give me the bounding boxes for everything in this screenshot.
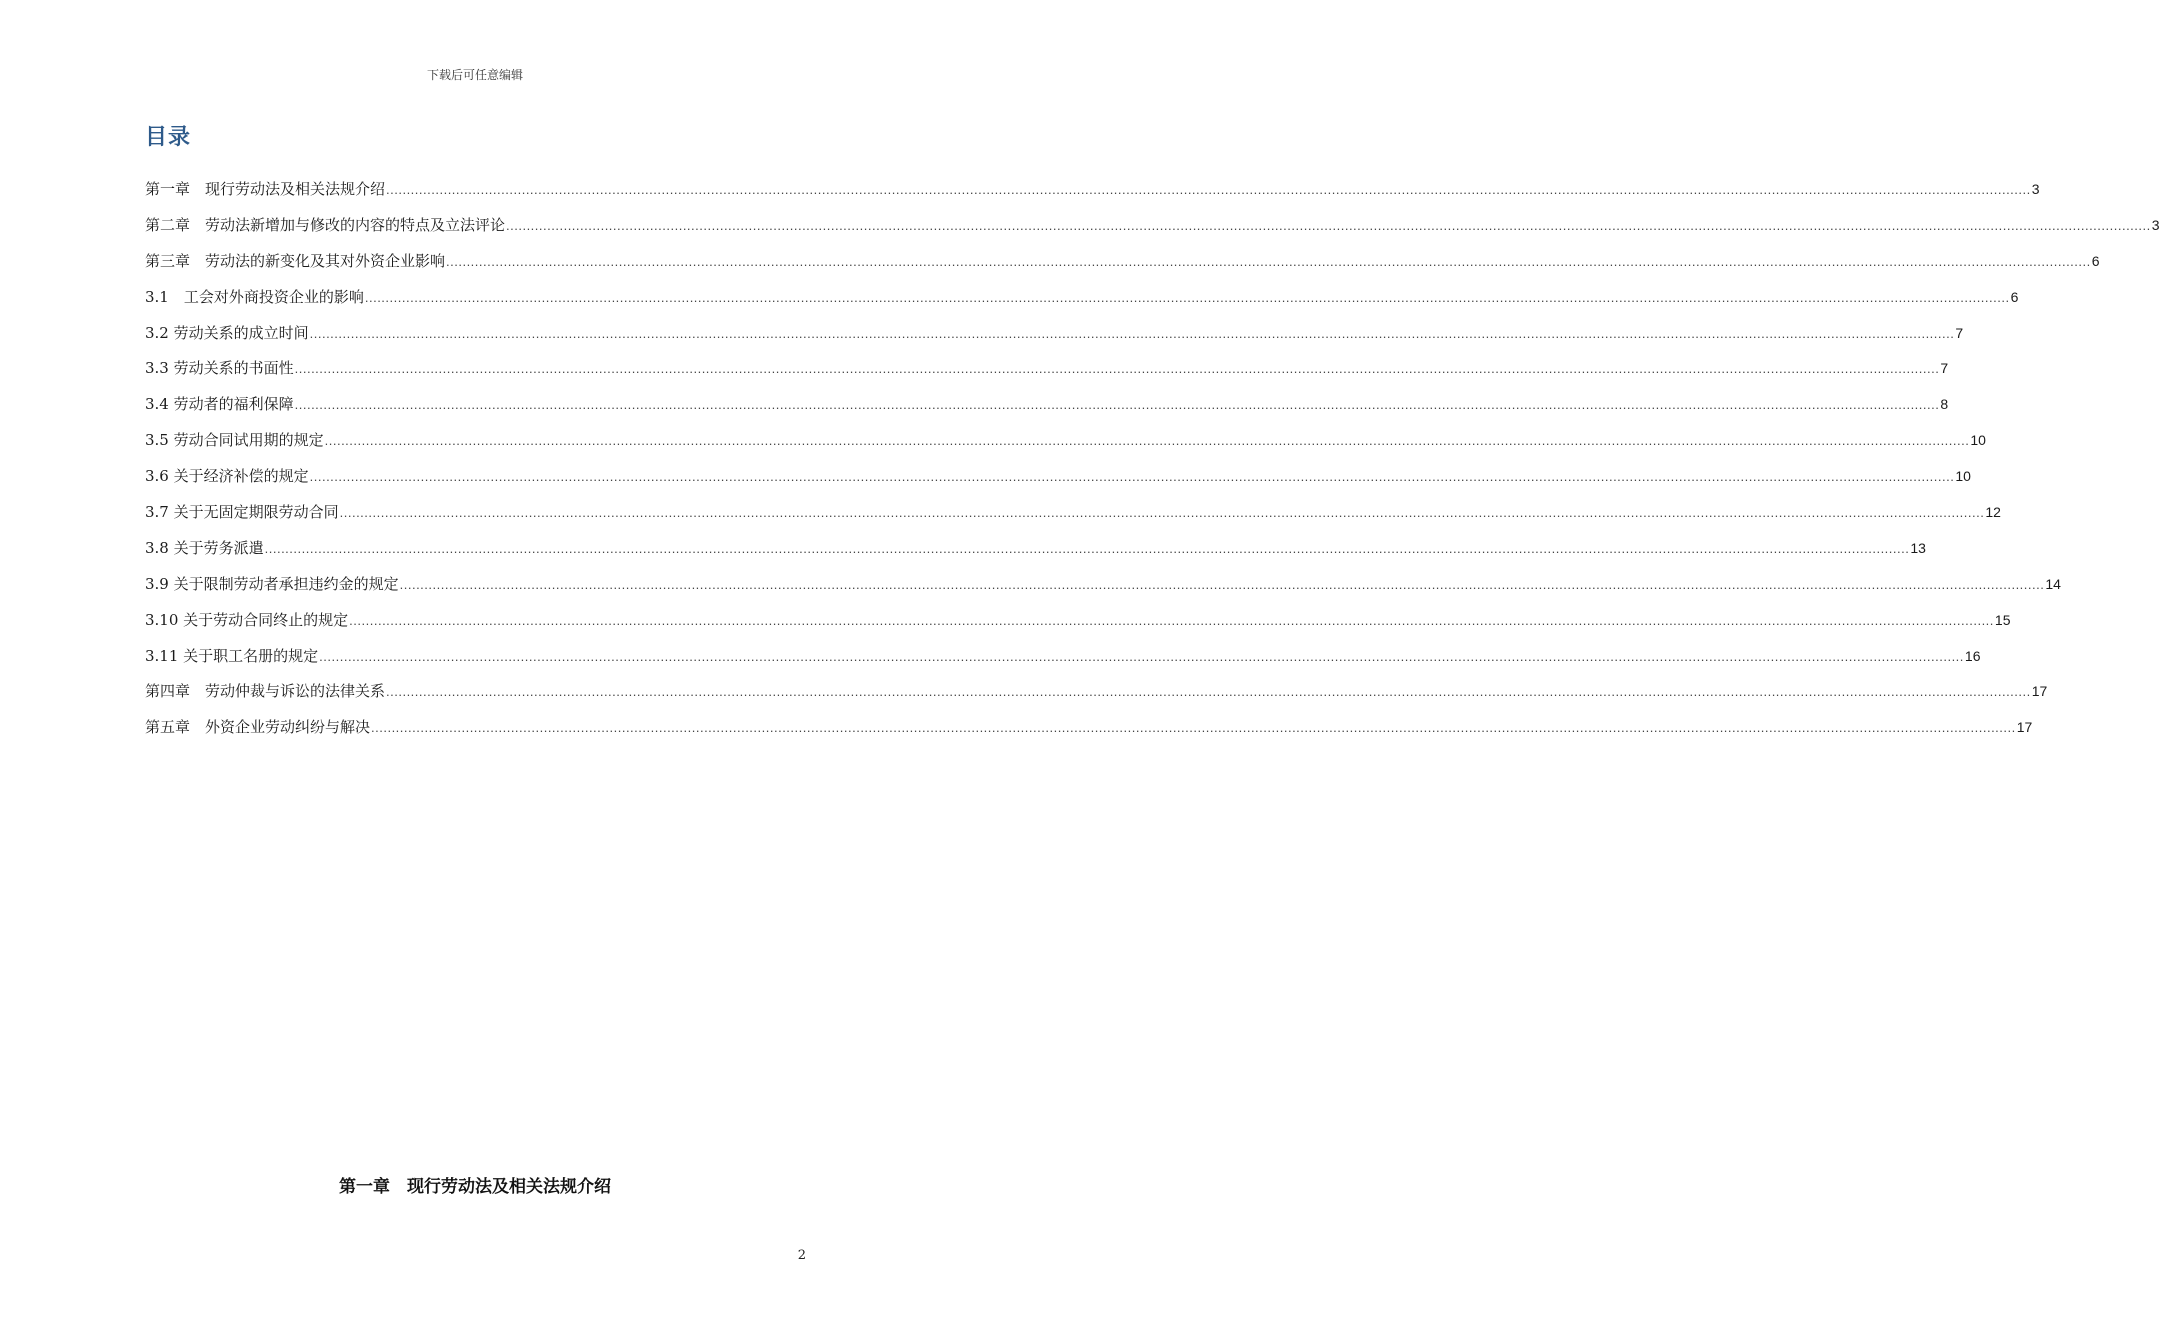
toc-dot-leader: ................................................................................................................................................................................................................................................................................................................................................................................................................ — [446, 253, 2091, 269]
toc-entry[interactable] — [145, 680, 2048, 716]
toc-entry-label: 3.6 关于经济补偿的规定 — [145, 467, 309, 486]
toc-dot-leader: ................................................................................................................................................................................................................................................................................................................................................................................................................ — [399, 576, 2045, 592]
page-number: 2 — [797, 1248, 806, 1263]
toc-entry-page: 10 — [1970, 432, 1986, 449]
toc-entry-page: 15 — [1994, 611, 2011, 628]
toc-entry[interactable] — [145, 716, 2033, 752]
toc-entry-label: 3.4 劳动者的福利保障 — [145, 395, 294, 414]
toc-entry-page: 6 — [2010, 288, 2019, 305]
toc-entry-page: 10 — [1955, 468, 1971, 485]
toc-entry[interactable] — [145, 645, 1981, 681]
toc-dot-leader: ................................................................................................................................................................................................................................................................................................................................................................................................................ — [364, 289, 2010, 305]
toc-dot-leader: ................................................................................................................................................................................................................................................................................................................................................................................................................ — [339, 505, 1985, 521]
toc-entry[interactable] — [145, 465, 1971, 501]
toc-entry-page: 7 — [1955, 324, 1964, 341]
toc-entry-label: 3.1 工会对外商投资企业的影响 — [145, 287, 364, 306]
toc-dot-leader: ................................................................................................................................................................................................................................................................................................................................................................................................................ — [309, 469, 1955, 485]
toc-entry[interactable] — [145, 214, 2160, 250]
toc-entry-label: 第一章 现行劳动法及相关法规介绍 — [145, 180, 386, 198]
toc-dot-leader: ................................................................................................................................................................................................................................................................................................................................................................................................................ — [506, 217, 2151, 233]
toc-entry-label: 第二章 劳动法新增加与修改的内容的特点及立法评论 — [145, 215, 506, 234]
toc-entry[interactable] — [145, 322, 1964, 358]
toc-entry-label: 第五章 外资企业劳动纠纷与解决 — [145, 718, 371, 737]
toc-entry-page: 3 — [2031, 181, 2040, 197]
toc-entry-label: 3.5 劳动合同试用期的规定 — [145, 431, 324, 450]
toc-entry-page: 8 — [1940, 396, 1949, 413]
toc-entry-label: 3.2 劳动关系的成立时间 — [145, 323, 309, 342]
toc-dot-leader: ................................................................................................................................................................................................................................................................................................................................................................................................................ — [386, 182, 2031, 197]
toc-entry-page: 16 — [1964, 647, 1981, 664]
toc-entry-page: 17 — [2016, 719, 2033, 736]
toc-entry-label: 3.10 关于劳动合同终止的规定 — [145, 610, 349, 629]
toc-entry-label: 第四章 劳动仲裁与诉讼的法律关系 — [145, 682, 386, 701]
toc-entry[interactable] — [145, 178, 2040, 214]
toc-entry[interactable] — [145, 501, 2001, 537]
toc-entry[interactable] — [145, 250, 2100, 286]
toc-entry-label: 第三章 劳动法的新变化及其对外资企业影响 — [145, 251, 446, 270]
toc-entry[interactable] — [145, 393, 1949, 429]
toc-entry-page: 12 — [1985, 504, 2001, 521]
toc-entry[interactable] — [145, 286, 2019, 322]
toc-dot-leader: ................................................................................................................................................................................................................................................................................................................................................................................................................ — [371, 720, 2016, 736]
toc-dot-leader: ................................................................................................................................................................................................................................................................................................................................................................................................................ — [264, 540, 1910, 556]
toc-dot-leader: ................................................................................................................................................................................................................................................................................................................................................................................................................ — [319, 648, 1964, 664]
toc-entry[interactable] — [145, 429, 1986, 465]
page-header: 下载后可任意编辑 — [426, 68, 523, 82]
toc-entry[interactable] — [145, 573, 2061, 609]
toc-entry[interactable] — [145, 537, 1926, 573]
toc-entry-label: 3.9 关于限制劳动者承担违约金的规定 — [145, 574, 399, 593]
toc-dot-leader: ................................................................................................................................................................................................................................................................................................................................................................................................................ — [349, 612, 1994, 628]
table-of-contents — [145, 178, 2160, 752]
toc-entry-label: 3.11 关于职工名册的规定 — [145, 646, 319, 665]
toc-entry-page: 7 — [1940, 360, 1949, 377]
toc-entry[interactable] — [145, 609, 2011, 645]
toc-dot-leader: ................................................................................................................................................................................................................................................................................................................................................................................................................ — [386, 684, 2031, 700]
toc-entry-page: 17 — [2031, 683, 2048, 700]
toc-dot-leader: ................................................................................................................................................................................................................................................................................................................................................................................................................ — [309, 325, 1955, 341]
toc-entry[interactable] — [145, 357, 1949, 393]
toc-entry-label: 3.8 关于劳务派遣 — [145, 538, 264, 557]
toc-entry-page: 13 — [1910, 539, 1926, 556]
toc-dot-leader: ................................................................................................................................................................................................................................................................................................................................................................................................................ — [324, 433, 1970, 449]
toc-entry-label: 3.3 劳动关系的书面性 — [145, 359, 294, 378]
toc-entry-label: 3.7 关于无固定期限劳动合同 — [145, 503, 339, 522]
toc-entry-page: 3 — [2151, 216, 2160, 233]
toc-dot-leader: ................................................................................................................................................................................................................................................................................................................................................................................................................ — [294, 361, 1940, 377]
toc-entry-page: 14 — [2045, 575, 2061, 592]
toc-dot-leader: ................................................................................................................................................................................................................................................................................................................................................................................................................ — [294, 397, 1940, 413]
toc-title: 目录 — [145, 125, 192, 150]
chapter-heading: 第一章 现行劳动法及相关法规介绍 — [339, 1177, 611, 1197]
toc-entry-page: 6 — [2091, 252, 2100, 269]
